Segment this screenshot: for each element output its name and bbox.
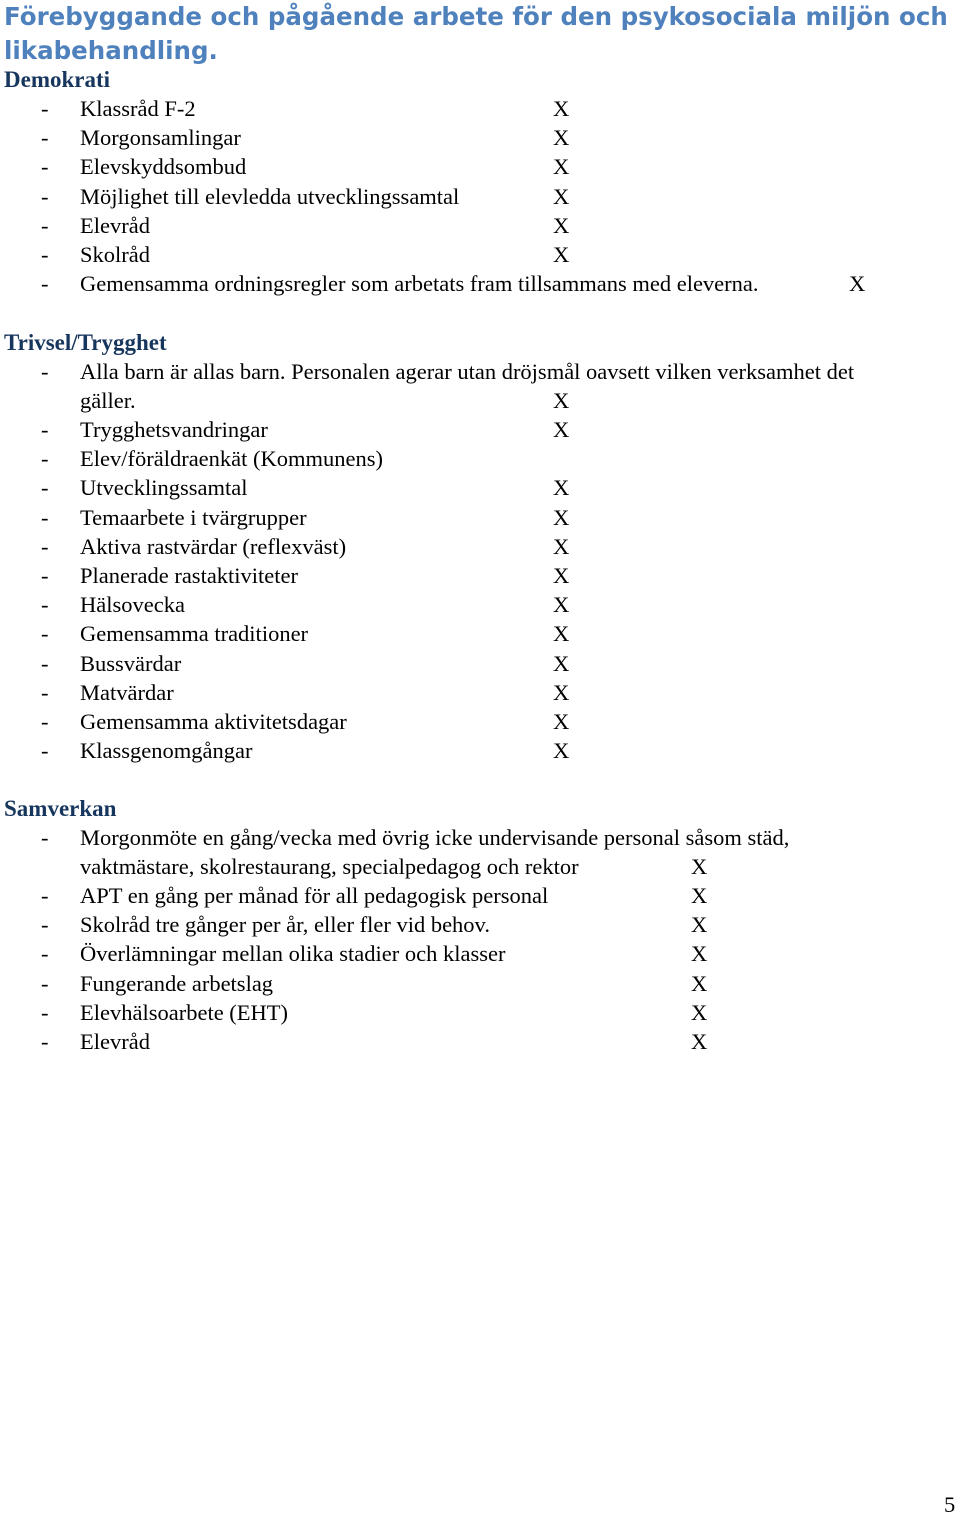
list-bullet: - [41,504,49,530]
checkmark-x: X [691,912,708,938]
section-heading: Samverkan [4,796,117,821]
list-item [0,123,960,152]
list-item-text: Matvärdar [80,679,174,705]
list-bullet: - [41,563,49,588]
list-bullet: - [41,825,49,850]
list-item [0,910,960,939]
list-item-text: Trygghetsvandringar [80,417,268,442]
list-bullet: - [41,417,49,442]
list-bullet: - [41,183,49,209]
list-bullet: - [41,533,49,559]
list-item-text: Elevråd [80,1029,150,1054]
list-bullet: - [41,125,49,151]
list-item [0,649,960,678]
list-item [0,444,960,473]
list-item-text: Hälsovecka [80,592,185,618]
page-number: 5 [944,1492,956,1517]
list-item-text: Skolråd tre gånger per år, eller fler vid behov. [80,912,490,938]
list-bullet: - [41,621,49,647]
list-item-text: Elevhälsoarbete (EHT) [80,999,289,1025]
list-item-text: Fungerande arbetslag [80,970,274,996]
checkmark-x: X [553,183,570,209]
checkmark-x: X [691,1029,708,1054]
list-item-text: Morgonmöte en gång/vecka med övrig icke undervisande personal såsom städ, [80,825,790,850]
list-bullet: - [41,1029,49,1054]
list-item [0,152,960,181]
list-bullet: - [41,271,49,297]
checkmark-x: X [553,533,570,559]
list-bullet: - [41,679,49,705]
list-item [0,415,960,444]
list-item-continuation [0,852,960,881]
checkmark-x: X [553,417,570,442]
list-item [0,707,960,736]
list-item [0,969,960,998]
list-item [0,94,960,123]
list-item [0,939,960,968]
list-item [0,240,960,269]
checkmark-x: X [691,999,708,1025]
list-item-text: Elevskyddsombud [80,154,247,180]
checkmark-x: X [553,242,570,267]
checkmark-x: X [553,563,570,588]
checkmark-x: X [553,154,570,180]
checkmark-x: X [553,475,570,501]
list-item-text: Temaarbete i tvärgrupper [80,504,307,530]
list-item [0,1027,960,1056]
list-bullet: - [41,592,49,618]
list-item-text: Morgonsamlingar [80,125,241,151]
list-item [0,998,960,1027]
list-bullet: - [41,999,49,1025]
list-item [0,503,960,532]
section-heading: Demokrati [4,67,111,92]
list-bullet: - [41,242,49,267]
list-item-text: Gemensamma traditioner [80,621,309,647]
checkmark-x: X [553,592,570,618]
list-item-text: Planerade rastaktiviteter [80,563,299,588]
list-bullet: - [41,941,49,967]
checkmark-x: X [691,941,708,967]
list-item [0,182,960,211]
list-item-text: Alla barn är allas barn. Personalen agerar utan dröjsmål oavsett vilken verksamhet det [80,359,855,384]
list-item [0,357,960,386]
list-item-continuation [0,386,960,415]
list-item-text: Elev/föräldraenkät (Kommunens) [80,446,384,472]
checkmark-x: X [553,125,570,151]
list-bullet: - [41,475,49,501]
checkmark-x: X [553,738,570,764]
checkmark-x: X [553,96,570,121]
list-bullet: - [41,154,49,180]
list-item-text: Utvecklingssamtal [80,475,248,501]
checkmark-x: X [553,212,570,238]
list-bullet: - [41,970,49,996]
list-bullet: - [41,912,49,938]
section-heading: Trivsel/Trygghet [4,330,167,355]
checkmark-x: X [553,621,570,647]
checkmark-x: X [691,970,708,996]
checkmark-x: X [553,709,570,734]
list-item-text: Skolråd [80,242,150,267]
list-item [0,473,960,502]
list-item-text: Gemensamma aktivitetsdagar [80,709,347,734]
list-item [0,736,960,765]
list-bullet: - [41,212,49,238]
list-item-text: Överlämningar mellan olika stadier och klasser [80,941,506,967]
checkmark-x: X [553,388,570,413]
list-item [0,561,960,590]
list-item-text: Gemensamma ordningsregler som arbetats fram tillsammans med eleverna. [80,271,759,297]
list-item [0,823,960,852]
list-item-text: Bussvärdar [80,650,182,676]
list-item-text: vaktmästare, skolrestaurang, specialpedagog och rektor [80,854,579,879]
list-item-text: Klassråd F-2 [80,96,196,121]
list-bullet: - [41,650,49,676]
list-item [0,532,960,561]
document-title: Förebyggande och pågående arbete för den psykosociala miljön och likabehandling. [4,2,948,65]
list-bullet: - [41,96,49,121]
checkmark-x: X [553,650,570,676]
list-item-text: gäller. [80,388,136,413]
list-bullet: - [41,709,49,734]
list-item [0,211,960,240]
list-item [0,619,960,648]
list-item-text: APT en gång per månad för all pedagogisk personal [80,883,549,908]
list-item-text: Elevråd [80,212,150,238]
checkmark-x: X [691,883,708,908]
list-bullet: - [41,883,49,908]
checkmark-x: X [553,679,570,705]
checkmark-x: X [691,854,708,879]
checkmark-x: X [553,504,570,530]
list-item [0,678,960,707]
list-bullet: - [41,738,49,764]
list-item [0,590,960,619]
checkmark-x: X [849,271,866,297]
list-item [0,269,960,298]
list-bullet: - [41,359,49,384]
list-item-text: Klassgenomgångar [80,738,253,764]
list-bullet: - [41,446,49,472]
list-item [0,881,960,910]
list-item-text: Aktiva rastvärdar (reflexväst) [80,533,347,559]
list-item-text: Möjlighet till elevledda utvecklingssamtal [80,183,460,209]
